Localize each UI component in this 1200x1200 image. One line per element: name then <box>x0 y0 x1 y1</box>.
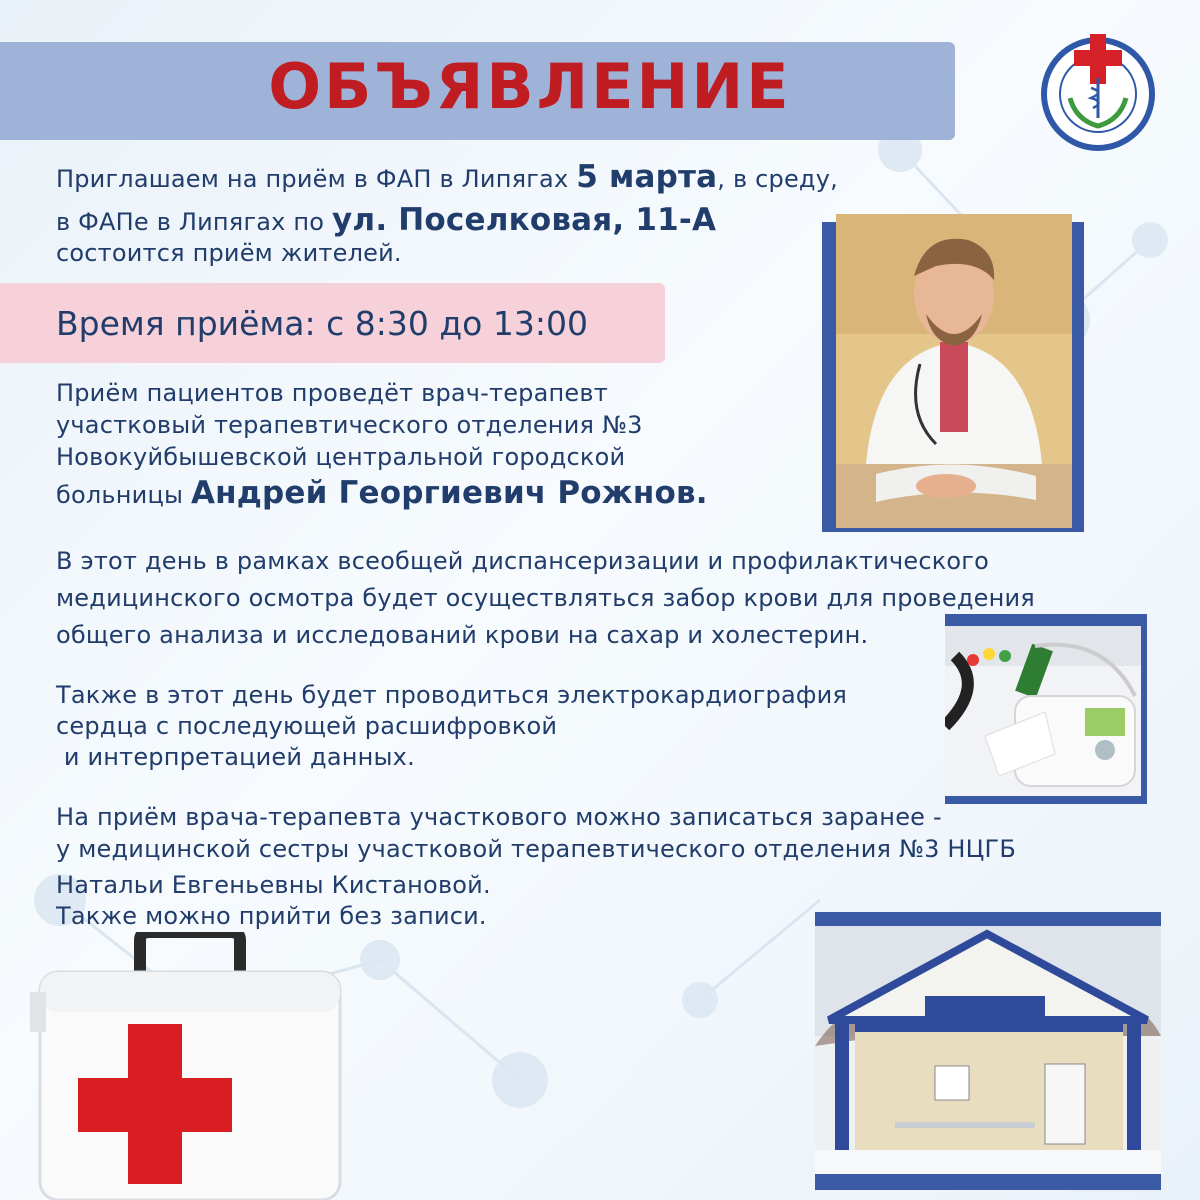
signup-line-1: На приём врача-терапевта участкового можно записаться заранее - <box>56 803 942 831</box>
doctor-photo <box>836 214 1072 528</box>
intro-location-text: в ФАПе в Липягах по <box>56 208 332 236</box>
doctor-hospital-suffix: больницы <box>56 481 191 509</box>
ecg-photo-frame <box>945 614 1147 804</box>
intro-line-2 <box>56 202 717 238</box>
appointment-date: 5 марта <box>576 159 718 195</box>
dispensary-line-3: общего анализа и исследований крови на сахар и холестерин. <box>56 621 869 649</box>
first-aid-kit-icon <box>10 932 350 1200</box>
doctor-line-2: участковый терапевтического отделения №3 <box>56 411 643 439</box>
dispensary-line-2: медицинского осмотра будет осуществляться забор крови для проведения <box>56 584 1035 612</box>
ecg-device-photo <box>945 626 1141 796</box>
ecg-line-2: сердца с последующей расшифровкой <box>56 712 558 740</box>
signup-line-3: Натальи Евгеньевны Кистановой. <box>56 871 491 899</box>
intro-line-3: состоится приём жителей. <box>56 239 402 267</box>
doctor-line-1: Приём пациентов проведёт врач-терапевт <box>56 379 608 407</box>
intro-weekday: , в среду, <box>717 165 838 193</box>
hospital-logo <box>1036 28 1160 152</box>
dispensary-line-1: В этот день в рамках всеобщей диспансеризации и профилактического <box>56 547 989 575</box>
appointment-address: ул. Поселковая, 11-А <box>332 202 717 238</box>
ecg-line-3: и интерпретацией данных. <box>56 743 415 771</box>
doctor-photo-frame <box>822 222 1084 532</box>
doctor-name: Андрей Георгиевич Рожнов. <box>190 475 708 511</box>
ecg-line-1: Также в этот день будет проводиться электрокардиография <box>56 681 847 709</box>
intro-text: Приглашаем на приём в ФАП в Липягах <box>56 165 577 193</box>
fap-building-photo <box>815 926 1161 1174</box>
announcement-title: ОБЪЯВЛЕНИЕ <box>268 50 792 123</box>
doctor-line-4 <box>56 475 708 511</box>
reception-time: Время приёма: с 8:30 до 13:00 <box>56 304 588 343</box>
signup-line-4: Также можно прийти без записи. <box>56 902 487 930</box>
intro-line-1 <box>56 159 838 195</box>
doctor-line-3: Новокуйбышевской центральной городской <box>56 443 626 471</box>
fap-building-photo-frame <box>815 912 1161 1190</box>
signup-line-2: у медицинской сестры участковой терапевтического отделения №3 НЦГБ <box>56 835 1017 863</box>
